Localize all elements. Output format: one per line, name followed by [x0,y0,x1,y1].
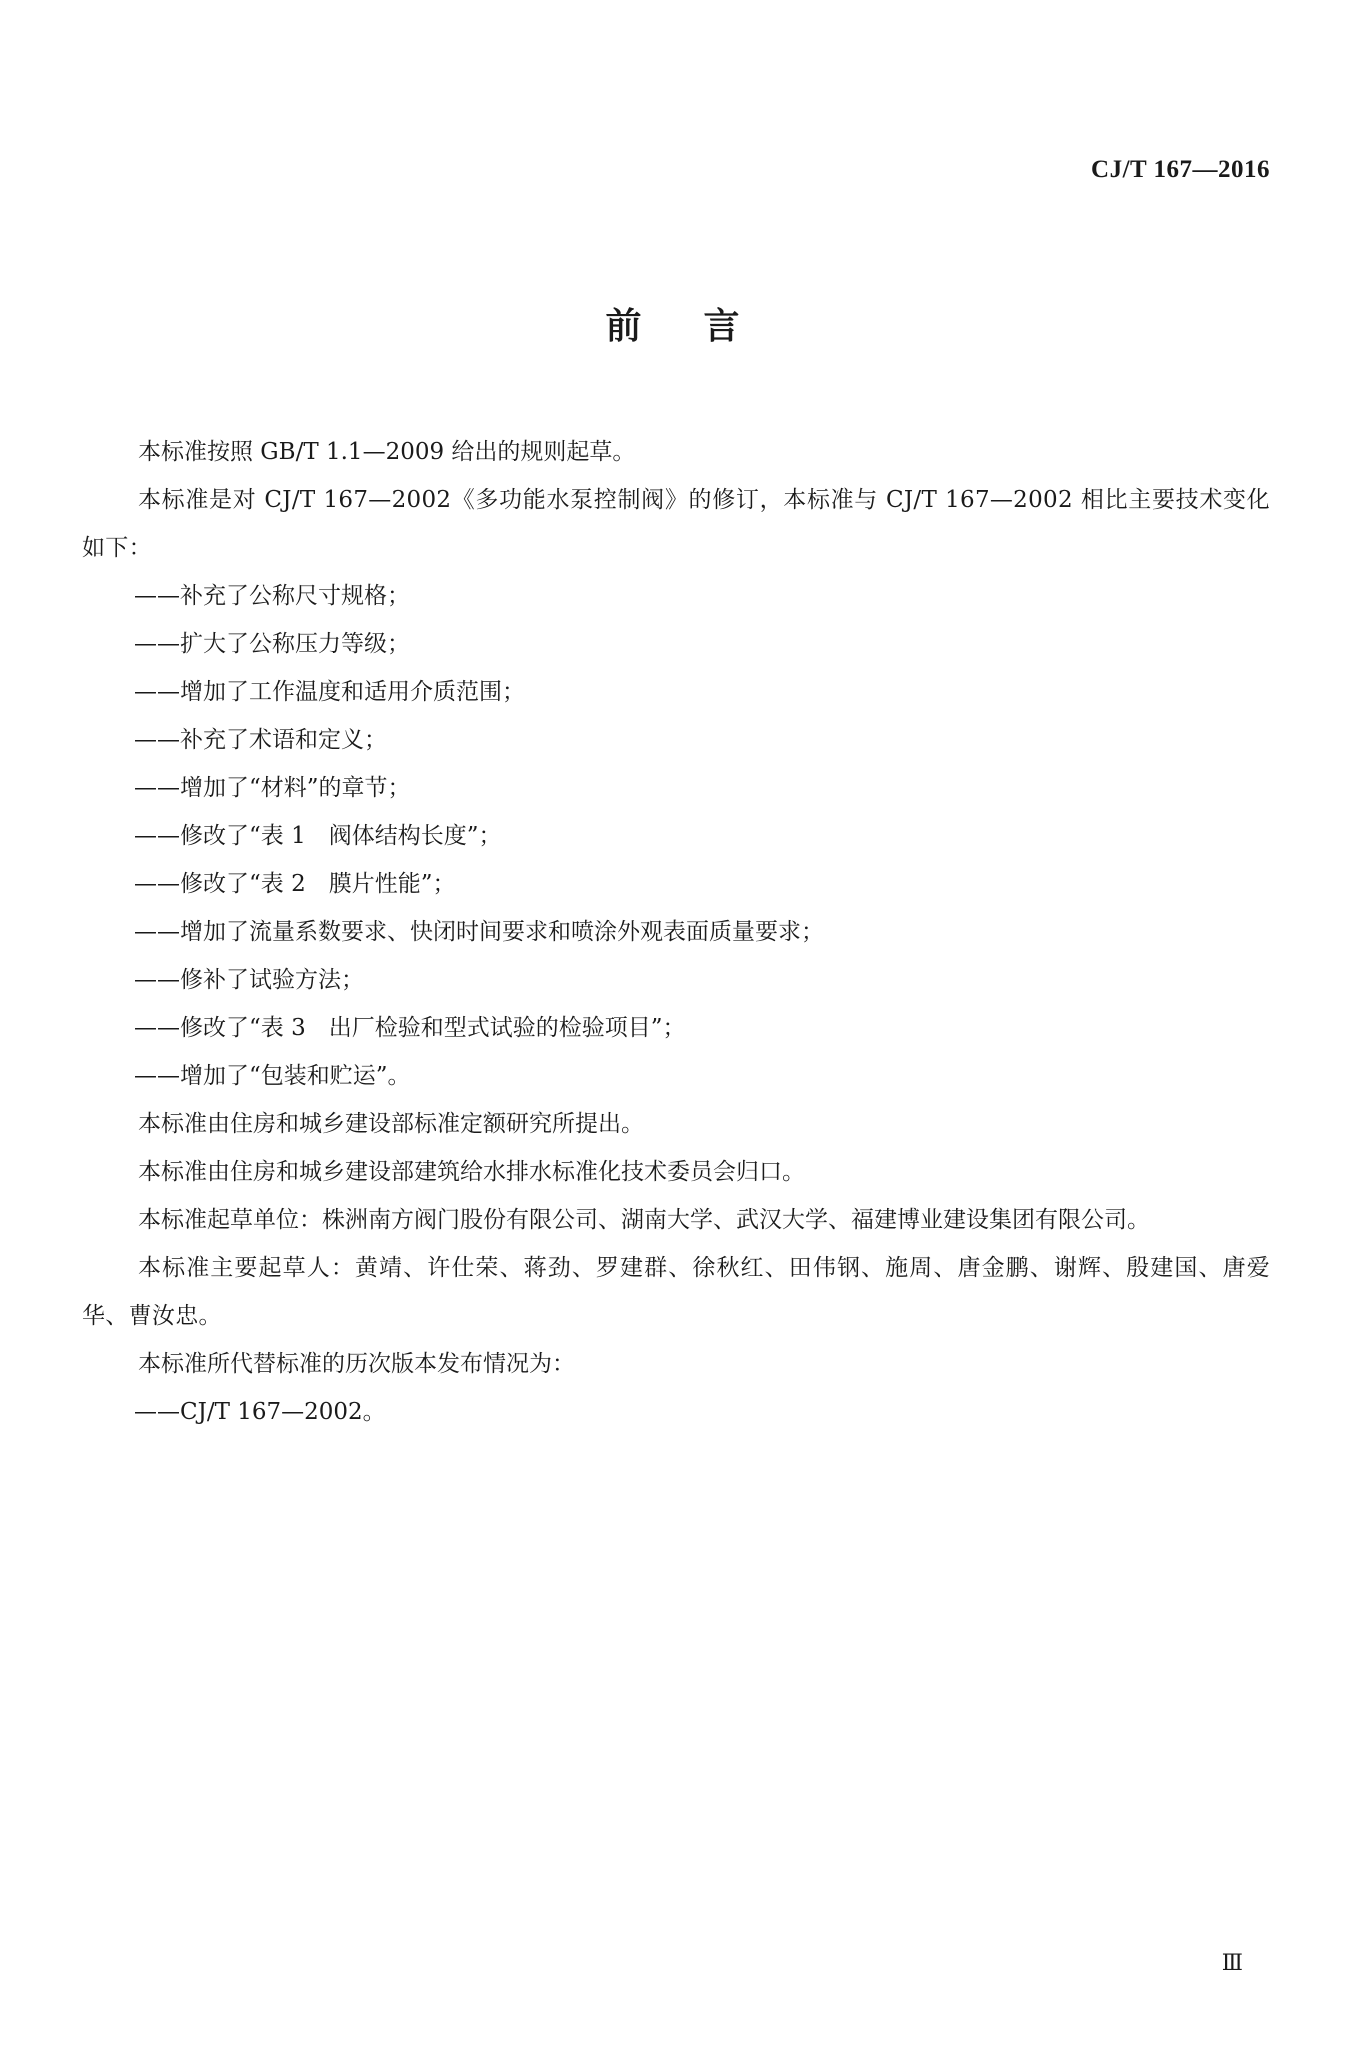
list-item: ——增加了流量系数要求、快闭时间要求和喷涂外观表面质量要求； [134,919,824,945]
list-item: ——修补了试验方法； [134,967,364,993]
paragraph-drafting-rules: 本标准按照 GB/T 1.1—2009 给出的规则起草。 [138,439,636,465]
history-item: ——CJ/T 167—2002。 [134,1399,386,1425]
standard-code: CJ/T 167—2016 [1091,156,1270,183]
list-item: ——增加了工作温度和适用介质范围； [134,679,525,705]
page-title: 前言 [605,306,802,347]
document-body [82,428,1270,1436]
paragraph-drafters: 本标准主要起草人：黄靖、许仕荣、蒋劲、罗建群、徐秋红、田伟钢、施周、唐金鹏、谢辉、殷建国、唐爱华、曹汝忠。 [82,1255,1270,1329]
paragraph-committee: 本标准由住房和城乡建设部建筑给水排水标准化技术委员会归口。 [138,1159,805,1185]
paragraph-drafting-units: 本标准起草单位：株洲南方阀门股份有限公司、湖南大学、武汉大学、福建博业建设集团有限公司。 [138,1207,1150,1233]
list-item: ——修改了“表 2 膜片性能”； [134,871,456,897]
paragraph-revision-intro: 本标准是对 CJ/T 167—2002《多功能水泵控制阀》的修订，本标准与 CJ/T 167—2002 相比主要技术变化如下： [82,487,1270,561]
list-item: ——补充了术语和定义； [134,727,387,753]
paragraph-proposer: 本标准由住房和城乡建设部标准定额研究所提出。 [138,1111,644,1137]
list-item: ——修改了“表 3 出厂检验和型式试验的检验项目”； [134,1015,686,1041]
list-item: ——修改了“表 1 阀体结构长度”； [134,823,502,849]
paragraph-history-intro: 本标准所代替标准的历次版本发布情况为： [138,1351,575,1377]
list-item: ——扩大了公称压力等级； [134,631,410,657]
page-number: Ⅲ [1221,1950,1243,1975]
list-item: ——增加了“包装和贮运”。 [134,1063,411,1089]
list-item: ——补充了公称尺寸规格； [134,583,410,609]
list-item: ——增加了“材料”的章节； [134,775,411,801]
